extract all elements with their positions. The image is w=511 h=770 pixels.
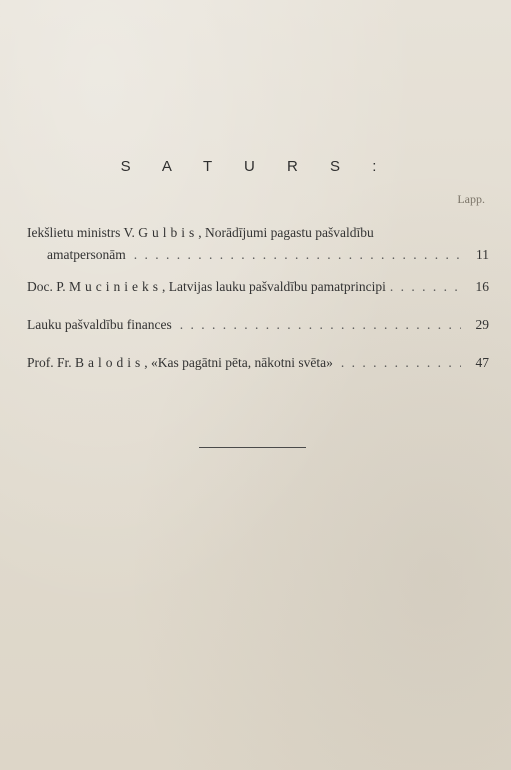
toc-entry-text (27, 352, 333, 374)
toc-author-name: Gulbis (138, 225, 199, 240)
toc-entry-title: , Norādījumi pagastu pašvaldību (198, 225, 374, 240)
dot-leader (341, 352, 461, 374)
contents-heading: S A T U R S : (120, 158, 391, 175)
toc-entry-line (27, 352, 489, 374)
toc-entry-line (27, 244, 489, 266)
page-column-label: Lapp. (457, 192, 485, 206)
toc-page-number: 47 (475, 355, 489, 370)
dot-leader (390, 276, 465, 298)
toc-entry-title: , «Kas pagātni pēta, nākotni svēta» (144, 355, 333, 370)
toc-entry-title: , Latvijas lauku pašvaldību pamatprincipi (162, 279, 386, 294)
toc-entry-line (27, 314, 489, 336)
toc-author-name: Mucinieks (69, 279, 163, 294)
toc-author-name: Balodis (75, 355, 145, 370)
toc-author-prefix: Prof. Fr. (27, 355, 72, 370)
toc-entry-text (27, 276, 386, 298)
dot-leader (134, 244, 461, 266)
toc-entry[interactable] (27, 352, 489, 374)
toc-author-prefix: Iekšlietu ministrs V. (27, 225, 135, 240)
toc-entry-line (27, 222, 489, 244)
toc-author-prefix: Doc. P. (27, 279, 66, 294)
divider-rule (199, 447, 306, 448)
toc-entry-title: Lauku pašvaldību finances (27, 317, 172, 332)
toc-page-number: 29 (475, 317, 489, 332)
toc-entry-title-continued: amatpersonām (47, 247, 126, 262)
toc-entry[interactable] (27, 222, 489, 266)
toc-entry[interactable] (27, 276, 489, 298)
toc-entry-line (27, 276, 489, 298)
toc-entry-text (27, 222, 374, 244)
toc-page-number: 16 (475, 279, 489, 294)
toc-entry[interactable] (27, 314, 489, 336)
toc-page-number: 11 (476, 247, 489, 262)
dot-leader (180, 314, 461, 336)
